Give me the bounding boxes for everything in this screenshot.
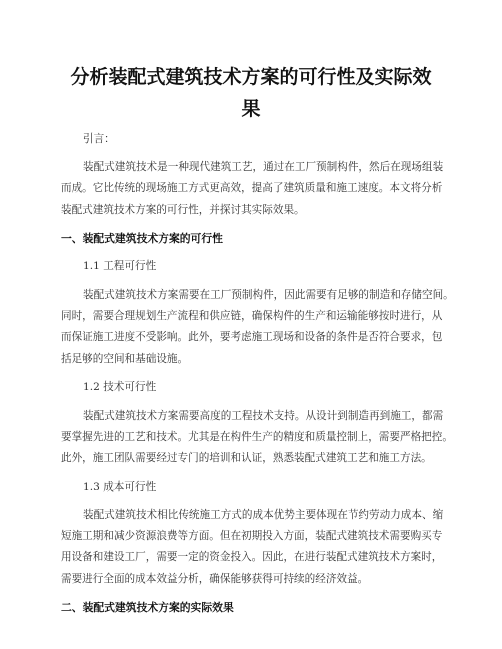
intro-line-2: 而成。它比传统的现场施工方式更高效，提高了建筑质量和施工速度。本文将分析: [61, 182, 443, 194]
subsection-1-3-line-4: 需要进行全面的成本效益分析，确保能够获得可持续的经济效益。: [61, 573, 369, 585]
subsection-1-3-heading: 1.3 成本可行性: [83, 481, 157, 493]
subsection-1-3-line-2: 短施工期和减少资源浪费等方面。但在初期投入方面，装配式建筑技术需要购买专: [61, 530, 443, 542]
subsection-1-2-line-2: 要掌握先进的工艺和技术。尤其是在构件生产的精度和质量控制上，需要严格把控。: [61, 431, 453, 443]
document-title-line-1: 分析装配式建筑技术方案的可行性及实际效: [70, 66, 432, 88]
subsection-1-1-heading: 1.1 工程可行性: [83, 260, 157, 272]
subsection-1-3-line-3: 用设备和建设工厂，需要一定的资金投入。因此，在进行装配式建筑技术方案时，: [61, 551, 443, 563]
section-1-heading: 一、装配式建筑技术方案的可行性: [61, 232, 223, 245]
subsection-1-2-line-3: 此外，施工团队需要经过专门的培训和认证，熟悉装配式建筑工艺和施工方法。: [61, 452, 432, 464]
document-title-line-2: 果: [241, 98, 261, 120]
section-2-heading: 二、装配式建筑技术方案的实际效果: [61, 601, 234, 614]
intro-line-3: 装配式建筑技术方案的可行性，并探讨其实际效果。: [61, 204, 305, 216]
intro-label: 引言：: [83, 133, 115, 145]
subsection-1-3-line-1: 装配式建筑技术相比传统施工方式的成本优势主要体现在节约劳动力成本、缩: [83, 509, 444, 521]
intro-line-1: 装配式建筑技术是一种现代建筑工艺，通过在工厂预制构件，然后在现场组装: [83, 161, 444, 173]
subsection-1-1-line-1: 装配式建筑技术方案需要在工厂预制构件，因此需要有足够的制造和存储空间。: [83, 289, 454, 301]
subsection-1-2-heading: 1.2 技术可行性: [83, 381, 157, 393]
subsection-1-2-line-1: 装配式建筑技术方案需要高度的工程技术支持。从设计到制造再到施工，都需: [83, 410, 444, 422]
subsection-1-1-line-4: 括足够的空间和基础设施。: [61, 353, 189, 365]
subsection-1-1-line-3: 而保证施工进度不受影响。此外，要考虑施工现场和设备的条件是否符合要求，包: [61, 331, 443, 343]
subsection-1-1-line-2: 同时，需要合理规划生产流程和供应链，确保构件的生产和运输能够按时进行，从: [61, 310, 443, 322]
